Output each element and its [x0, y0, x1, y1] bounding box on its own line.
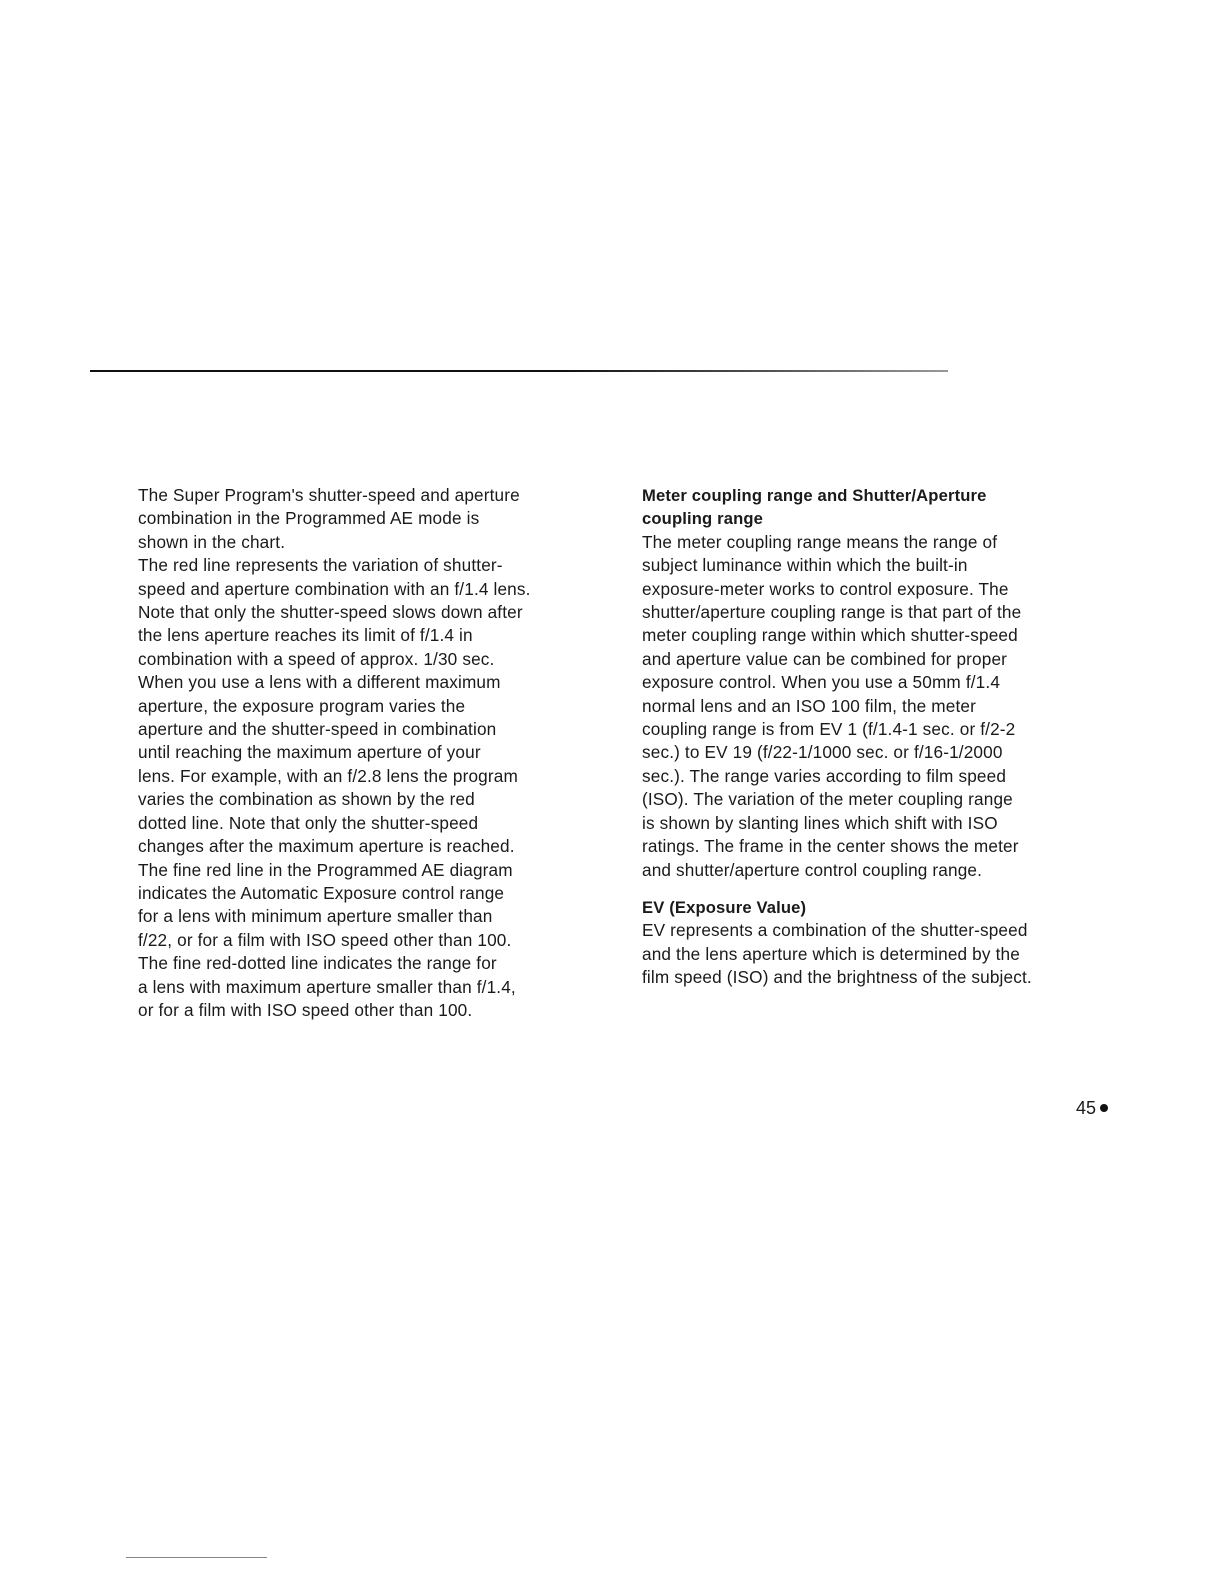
meter-coupling-section	[642, 484, 1122, 882]
left-column	[138, 484, 618, 1022]
body-line: varies the combination as shown by the red	[138, 789, 475, 810]
body-line: Note that only the shutter-speed slows down after	[138, 602, 523, 623]
body-line: sec.). The range varies according to film speed	[642, 765, 1007, 786]
body-line: is shown by slanting lines which shift with ISO	[642, 812, 998, 833]
body-line: or for a film with ISO speed other than 100.	[138, 999, 473, 1020]
section-heading: EV (Exposure Value)	[642, 897, 807, 917]
body-line: indicates the Automatic Exposure control range	[138, 882, 505, 903]
body-line: a lens with maximum aperture smaller than f/1.4,	[138, 976, 516, 997]
body-line: When you use a lens with a different maximum	[138, 672, 501, 693]
body-line: EV represents a combination of the shutter-speed	[642, 920, 1028, 941]
body-line: The Super Program's shutter-speed and aperture	[138, 485, 520, 505]
body-line: The red line represents the variation of shutter-	[138, 555, 503, 576]
page-number-block	[1076, 1098, 1108, 1119]
body-line: dotted line. Note that only the shutter-speed	[138, 812, 479, 833]
body-line: and the lens aperture which is determined by the	[642, 943, 1020, 964]
body-line: meter coupling range within which shutter-speed	[642, 625, 1018, 646]
body-line: combination with a speed of approx. 1/30 sec.	[138, 648, 495, 669]
body-line: shutter/aperture coupling range is that part of the	[642, 602, 1022, 623]
body-line: ratings. The frame in the center shows the meter	[642, 836, 1019, 857]
body-line: aperture, the exposure program varies the	[138, 695, 466, 716]
body-line: and aperture value can be combined for proper	[642, 648, 1008, 669]
body-line: exposure control. When you use a 50mm f/1.4	[642, 672, 1001, 693]
bottom-rule	[126, 1557, 267, 1558]
body-line: for a lens with minimum aperture smaller than	[138, 906, 493, 927]
bullet-icon	[1100, 1104, 1108, 1112]
body-line: The fine red-dotted line indicates the range for	[138, 953, 497, 974]
body-line: changes after the maximum aperture is reached.	[138, 836, 515, 857]
body-line: The fine red line in the Programmed AE diagram	[138, 859, 513, 880]
body-line: film speed (ISO) and the brightness of the subject.	[642, 967, 1032, 988]
body-line: normal lens and an ISO 100 film, the meter	[642, 695, 976, 716]
body-line: f/22, or for a film with ISO speed other than 100.	[138, 929, 512, 950]
body-line: sec.) to EV 19 (f/22-1/1000 sec. or f/16-1/2000	[642, 742, 1003, 763]
ev-section	[642, 896, 1122, 990]
body-line: coupling range is from EV 1 (f/1.4-1 sec. or f/2-2	[642, 719, 1016, 740]
body-line: (ISO). The variation of the meter coupling range	[642, 789, 1013, 810]
body-line: the lens aperture reaches its limit of f/1.4 in	[138, 625, 473, 646]
top-rule	[90, 370, 948, 372]
body-line: until reaching the maximum aperture of your	[138, 742, 481, 763]
section-gap	[642, 882, 1122, 896]
section-heading: coupling range	[642, 509, 764, 529]
body-line: exposure-meter works to control exposure. The	[642, 578, 1009, 599]
body-line: subject luminance within which the built-in	[642, 555, 968, 576]
page-number: 45	[1076, 1098, 1097, 1118]
section-heading: Meter coupling range and Shutter/Aperture	[642, 486, 987, 505]
body-line: and shutter/aperture control coupling range.	[642, 859, 983, 880]
body-line: The meter coupling range means the range of	[642, 531, 998, 552]
body-line: combination in the Programmed AE mode is	[138, 508, 480, 529]
body-line: aperture and the shutter-speed in combination	[138, 719, 497, 740]
body-line: speed and aperture combination with an f/1.4 lens.	[138, 578, 531, 599]
body-line: lens. For example, with an f/2.8 lens the program	[138, 765, 518, 786]
body-line: shown in the chart.	[138, 531, 286, 552]
right-column	[642, 484, 1122, 990]
